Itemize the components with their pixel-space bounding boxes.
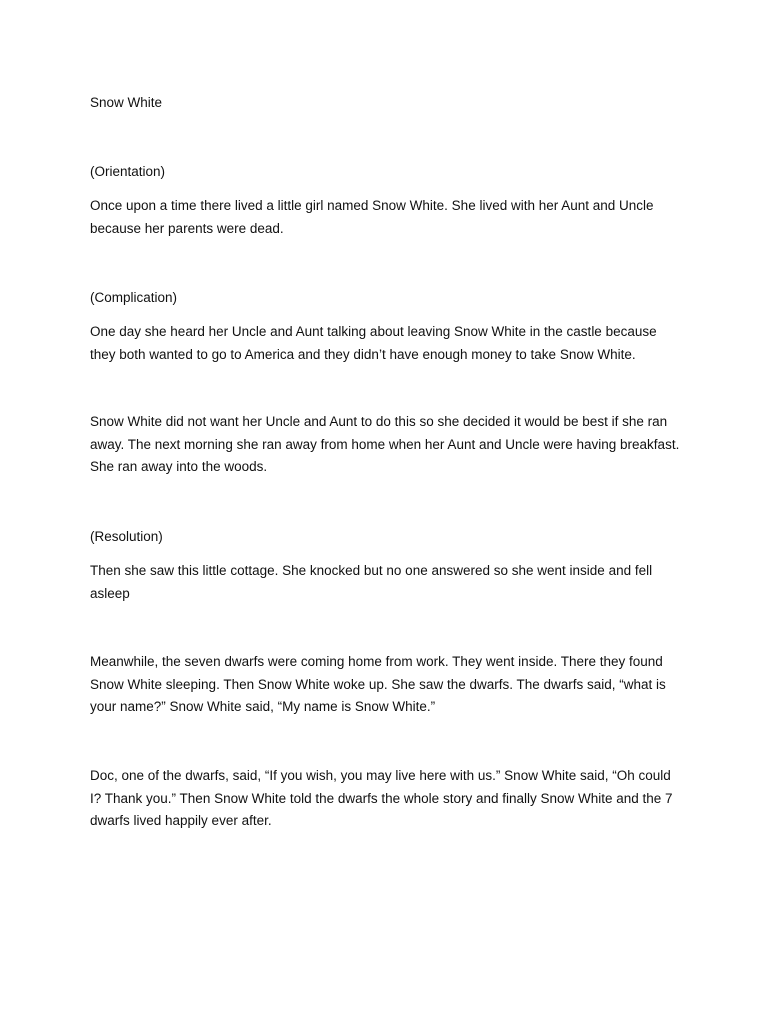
section-heading-complication: (Complication) <box>90 290 178 305</box>
paragraph-resolution-1: Then she saw this little cottage. She knocked but no one answered so she went inside and fell asleep <box>90 563 653 601</box>
paragraph-complication-1: One day she heard her Uncle and Aunt talking about leaving Snow White in the castle because they both wanted to go to America and they didn’t have enough money to take Snow White. <box>90 324 657 362</box>
paragraph-resolution-2: Meanwhile, the seven dwarfs were coming home from work. They went inside. There they found Snow White sleeping. Then Snow White woke up. She saw the dwarfs. The dwarfs said, “what is your name?” Snow White said, “My name is Snow White.” <box>90 654 666 714</box>
paragraph-orientation-1: Once upon a time there lived a little girl named Snow White. She lived with her Aunt and Uncle because her parents were dead. <box>90 198 654 236</box>
paragraph-complication-2: Snow White did not want her Uncle and Aunt to do this so she decided it would be best if she ran away. The next morning she ran away from home when her Aunt and Uncle were having breakfast. She ran away into the woods. <box>90 414 680 474</box>
section-heading-orientation: (Orientation) <box>90 164 166 179</box>
section-heading-resolution: (Resolution) <box>90 529 163 544</box>
paragraph-resolution-3: Doc, one of the dwarfs, said, “If you wish, you may live here with us.” Snow White said, “Oh could I? Thank you.” Then Snow White told the dwarfs the whole story and finally Snow White and the 7 dwarfs lived happily ever after. <box>90 768 673 828</box>
document-title: Snow White <box>90 95 163 110</box>
